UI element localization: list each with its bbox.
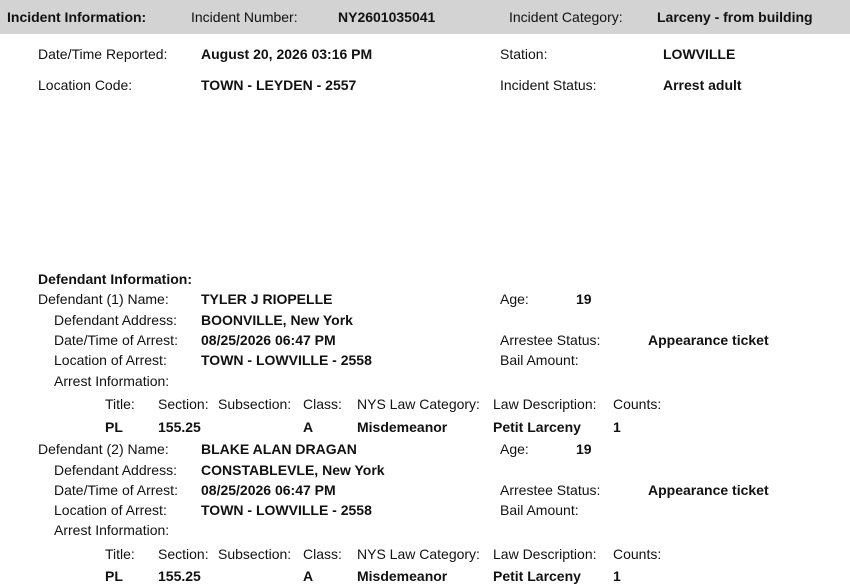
charge-section: 155.25 xyxy=(158,419,201,435)
arrestee-status-value: Appearance ticket xyxy=(648,332,769,348)
incident-number-label: Incident Number: xyxy=(191,9,298,25)
incident-number-value: NY2601035041 xyxy=(338,9,436,25)
arrest-datetime-value: 08/25/2026 06:47 PM xyxy=(201,332,336,348)
age-value: 19 xyxy=(576,291,592,307)
incident-category-label: Incident Category: xyxy=(509,9,623,25)
arrestee-status-label: Arrestee Status: xyxy=(500,332,601,348)
incident-section-label: Incident Information: xyxy=(7,9,147,25)
location-code-value: TOWN - LEYDEN - 2557 xyxy=(201,77,357,93)
charge-title: PL xyxy=(105,568,123,584)
charge-description: Petit Larceny xyxy=(493,419,581,435)
defendant-name-label: Defendant (2) Name: xyxy=(38,441,169,457)
address-label: Defendant Address: xyxy=(54,462,177,478)
incident-status-label: Incident Status: xyxy=(500,77,597,93)
charge-col-subsection: Subsection: xyxy=(218,546,292,562)
charge-col-category: NYS Law Category: xyxy=(357,546,480,562)
charge-col-class: Class: xyxy=(303,546,342,562)
charge-col-title: Title: xyxy=(105,396,135,412)
charge-category: Misdemeanor xyxy=(357,568,448,584)
datetime-reported-value: August 20, 2026 03:16 PM xyxy=(201,46,373,62)
arrest-location-value: TOWN - LOWVILLE - 2558 xyxy=(201,502,372,518)
arrest-datetime-label: Date/Time of Arrest: xyxy=(54,332,178,348)
incident-category-value: Larceny - from building xyxy=(657,9,813,25)
location-code-label: Location Code: xyxy=(38,77,133,93)
station-label: Station: xyxy=(500,46,548,62)
charge-section: 155.25 xyxy=(158,568,201,584)
arrest-info-label: Arrest Information: xyxy=(54,522,170,538)
datetime-reported-label: Date/Time Reported: xyxy=(38,46,168,62)
charge-description: Petit Larceny xyxy=(493,568,581,584)
age-value: 19 xyxy=(576,441,592,457)
arrest-location-label: Location of Arrest: xyxy=(54,502,167,518)
address-label: Defendant Address: xyxy=(54,312,177,328)
arrest-info-label: Arrest Information: xyxy=(54,373,170,389)
arrest-location-label: Location of Arrest: xyxy=(54,352,167,368)
charge-col-description: Law Description: xyxy=(493,396,597,412)
arrest-datetime-label: Date/Time of Arrest: xyxy=(54,482,178,498)
arrestee-status-label: Arrestee Status: xyxy=(500,482,601,498)
charge-counts: 1 xyxy=(613,568,621,584)
address-value: BOONVILLE, New York xyxy=(201,312,353,328)
defendant-section-heading: Defendant Information: xyxy=(38,271,192,287)
address-value: CONSTABLEVLE, New York xyxy=(201,462,385,478)
age-label: Age: xyxy=(500,441,529,457)
charge-col-description: Law Description: xyxy=(493,546,597,562)
defendant-name-value: BLAKE ALAN DRAGAN xyxy=(201,441,357,457)
charge-col-category: NYS Law Category: xyxy=(357,396,480,412)
charge-col-section: Section: xyxy=(158,546,209,562)
charge-class: A xyxy=(303,568,314,584)
charge-col-section: Section: xyxy=(158,396,209,412)
incident-status-value: Arrest adult xyxy=(663,77,742,93)
charge-col-class: Class: xyxy=(303,396,342,412)
arrest-location-value: TOWN - LOWVILLE - 2558 xyxy=(201,352,372,368)
charge-col-counts: Counts: xyxy=(613,396,662,412)
charge-col-title: Title: xyxy=(105,546,135,562)
charge-col-subsection: Subsection: xyxy=(218,396,292,412)
bail-amount-label: Bail Amount: xyxy=(500,352,579,368)
station-value: LOWVILLE xyxy=(663,46,736,62)
arrest-datetime-value: 08/25/2026 06:47 PM xyxy=(201,482,336,498)
arrestee-status-value: Appearance ticket xyxy=(648,482,769,498)
charge-counts: 1 xyxy=(613,419,621,435)
defendant-name-label: Defendant (1) Name: xyxy=(38,291,169,307)
bail-amount-label: Bail Amount: xyxy=(500,502,579,518)
charge-title: PL xyxy=(105,419,123,435)
charge-col-counts: Counts: xyxy=(613,546,662,562)
charge-class: A xyxy=(303,419,314,435)
charge-category: Misdemeanor xyxy=(357,419,448,435)
defendant-name-value: TYLER J RIOPELLE xyxy=(201,291,333,307)
age-label: Age: xyxy=(500,291,529,307)
